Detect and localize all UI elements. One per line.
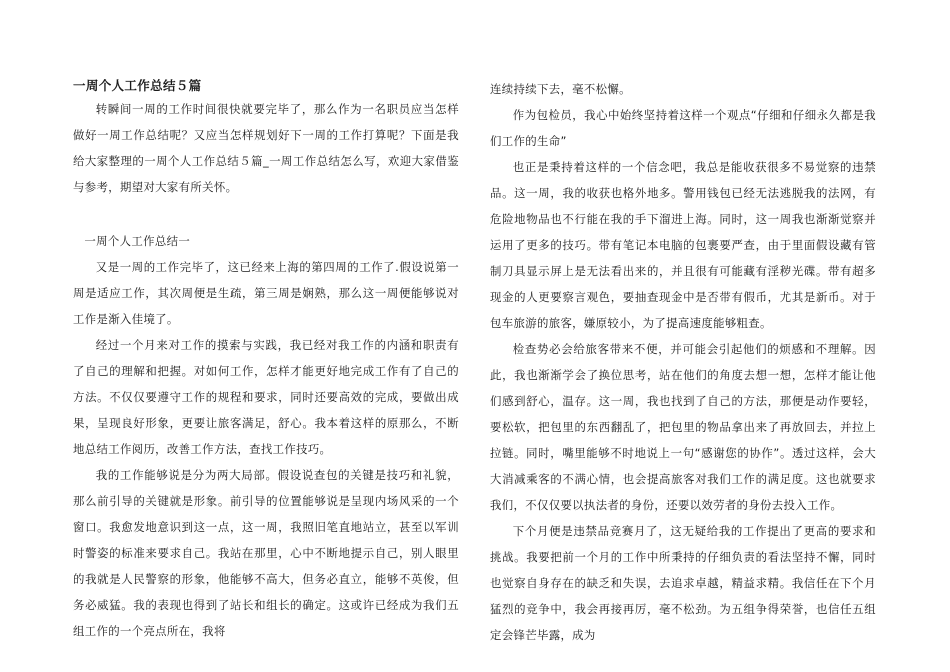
body-paragraph: 我的工作能够说是分为两大局部。假设说查包的关键是技巧和礼貌，那么前引导的关键就是形象。前引导的位置能够说是呈现内场风采的一个窗口。我愈发地意识到这一点，这一周，我照旧笔直地站立，甚至以军训时警姿的标准来要求自己。我站在那里，心中不断地提示自己，别人眼里的我就是人民警察的形象，他能够不高大，但务必直立，能够不英俊，但务必威猛。我的表现也得到了站长和组长的确定。这或许已经成为我们五组工作的一个亮点所在，我将 xyxy=(73,468,459,638)
body-paragraph: 也正是秉持着这样的一个信念吧，我总是能收获很多不易觉察的违禁品。这一周，我的收获也格外地多。警用钱包已经无法逃脱我的法网，有危险地物品也不行能在我的手下溜进上海。同时，这一周我也渐渐觉察并运用了更多的技巧。带有笔记本电脑的包裹要严查，由于里面假设藏有管制刀具显示屏上是无法看出来的，并且很有可能藏有淫秽光碟。带有超多现金的人更要察言观色，要抽查现金中是否带有假币，尤其是新币。对于包车旅游的旅客，嫌原较小，为了提高速度能够粗查。 xyxy=(490,160,876,330)
paragraph-gap xyxy=(73,200,459,228)
body-paragraph: 作为包检员，我心中始终坚持着这样一个观点“仔细和仔细永久都是我们工作的生命” xyxy=(490,108,876,148)
left-column xyxy=(73,76,459,644)
body-paragraph: 连续持续下去，毫不松懈。 xyxy=(490,82,631,96)
intro-paragraph: 转瞬间一周的工作时间很快就要完毕了，那么作为一名职员应当怎样做好一周工作总结呢？又应当怎样规划好下一周的工作打算呢？下面是我给大家整理的一周个人工作总结５篇_一周工作总结怎么写，欢迎大家借鉴与参考，期望对大家有所关怀。 xyxy=(73,102,459,194)
right-column xyxy=(490,76,876,648)
body-paragraph: 检查势必会给旅客带来不便，并可能会引起他们的烦感和不理解。因此，我也渐渐学会了换位思考，站在他们的角度去想一想，怎样才能让他们感到舒心，温存。这一周，我也找到了自己的方法，那便是动作要轻，要松软，把包里的东西翻乱了，把包里的物品拿出来了再放回去，并拉上拉链。同时，嘴里能够不时地说上一句“感谢您的协作”。透过这样，会大大消减乘客的不满心情，也会提高旅客对我们工作的满足度。这也就要求我们，不仅仅要以执法者的身份，还要以效劳者的身份去投入工作。 xyxy=(490,342,876,512)
document-title: 一周个人工作总结５篇 xyxy=(73,78,202,93)
body-paragraph: 又是一周的工作完毕了，这已经来上海的第四周的工作了.假设说第一周是适应工作，其次周便是生疏，第三周是娴熟，那么这一周便能够说对工作是渐入佳境了。 xyxy=(73,260,459,326)
section-heading: 一周个人工作总结一 xyxy=(84,234,191,248)
body-paragraph: 下个月便是违禁品竞赛月了，这无疑给我的工作提出了更高的要求和挑战。我要把前一个月的工作中所秉持的仔细负责的看法坚持不懈，同时也觉察自身存在的缺乏和失误，去追求卓越，精益求精。我信任在下个月猛烈的竞争中，我会再接再厉，毫不松劲。为五组争得荣誉，也信任五组定会锋芒毕露，成为 xyxy=(490,524,876,642)
body-paragraph: 经过一个月来对工作的摸索与实践，我已经对我工作的内涵和职责有了自己的理解和把握。对如何工作，怎样才能更好地完成工作有了自己的方法。不仅仅要遵守工作的规程和要求，同时还要高效的完成，要做出成果，呈现良好形象，更要让旅客满足，舒心。我本着这样的原那么，不断地总结工作阅历，改善工作方法，查找工作技巧。 xyxy=(73,338,459,456)
